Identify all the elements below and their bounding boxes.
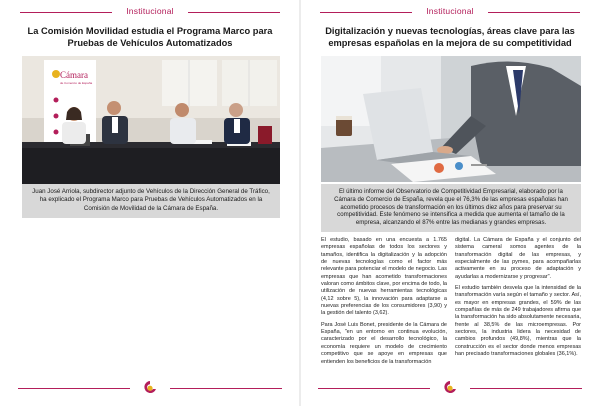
photo-caption: Juan José Arriola, subdirector adjunto de Vehículos de la Dirección General de Tráfico, ha explicado el Programa Marco para Pruebas de Vehículos Automatizados en la Comisión de Movilidad de la Cámara de España. bbox=[22, 184, 280, 218]
laptop-photo bbox=[321, 56, 581, 182]
article-summary: El último informe del Observatorio de Competitividad Empresarial, elaborado por la Cámara de Comercio de España, revela que el 76,3% de las empresas españolas han acometido procesos de transformación en los últimos diez años para preservar su competitividad. Este fenómeno se intensifica a medida que aumenta el tamaño de la empresa, alcanzando el 87% entre las medianas y grandes empresas. bbox=[321, 184, 581, 232]
paragraph: El estudio, basado en una encuesta a 1.765 empresas españolas de todos los sectores y tamaños, identifica la digitalización y la adopción de nuevas tecnologías como el factor más relevante para potenciar el modelo de negocio. Las empresas que han acometido transformaciones valoran como ámbitos clave, por encima de todo, la utilización de nuevas herramientas tecnológicas (4,12 sobre 5), la innovación para adaptarse a nuevas preferencias de los consumidores (3,90) y la gestión del talento (3,62). bbox=[321, 237, 447, 317]
paragraph: Para José Luis Bonet, presidente de la Cámara de España, "en un entorno en continua evolución, caracterizado por el desarrollo tecnológico, la economía requiere un modelo de crecimiento competitivo que se apoye en empresas que entienden los beneficios de la transformación bbox=[321, 321, 447, 365]
right-page bbox=[300, 0, 600, 406]
article-title: Digitalización y nuevas tecnologías, áreas clave para las empresas españolas en la mejora de su competitividad bbox=[325, 26, 575, 48]
banner-brand: Cámara bbox=[60, 70, 88, 80]
footer-rule bbox=[470, 388, 582, 389]
banner-sub: de Comercio de España bbox=[60, 81, 93, 85]
camara-logo-icon bbox=[143, 380, 157, 396]
section-label: Institucional bbox=[426, 6, 474, 16]
section-header bbox=[320, 6, 580, 18]
header-rule bbox=[488, 12, 580, 13]
article-body bbox=[321, 237, 581, 373]
section-header bbox=[20, 6, 280, 18]
page-footer bbox=[18, 380, 282, 396]
header-rule bbox=[188, 12, 280, 13]
paragraph: El estudio también desvela que la intensidad de la transformación varía según el tamaño y sector. Así, es mayor en empresas grandes, el 59% de las compañías de más de 249 trabajadores afirma que la transformación ha sido absolutamente necesaria, frente al 38,5% de las microempresas. Por sectores, la industria lidera la necesidad de cambios profundos (49,8%), mientras que la construcción es el sector donde menos empresas han precisado transformaciones globales (36,1%). bbox=[455, 285, 581, 358]
paragraph: digital. La Cámara de España y el conjunto del sistema cameral somos agentes de la transformación digital de las empresas, y especialmente de las pymes, para acompañarlas activamente en su proceso de adaptación y ayudarlas a modernizarse y progresar". bbox=[455, 237, 581, 280]
article-title: La Comisión Movilidad estudia el Programa Marco para Pruebas de Vehículos Automatizados bbox=[27, 26, 273, 48]
section-label: Institucional bbox=[126, 6, 174, 16]
text-column bbox=[455, 237, 581, 373]
text-column bbox=[321, 237, 447, 373]
footer-rule bbox=[170, 388, 282, 389]
page-footer bbox=[318, 380, 582, 396]
meeting-photo bbox=[22, 56, 280, 184]
camara-logo-icon bbox=[443, 380, 457, 396]
footer-rule bbox=[18, 388, 130, 389]
footer-rule bbox=[318, 388, 430, 389]
